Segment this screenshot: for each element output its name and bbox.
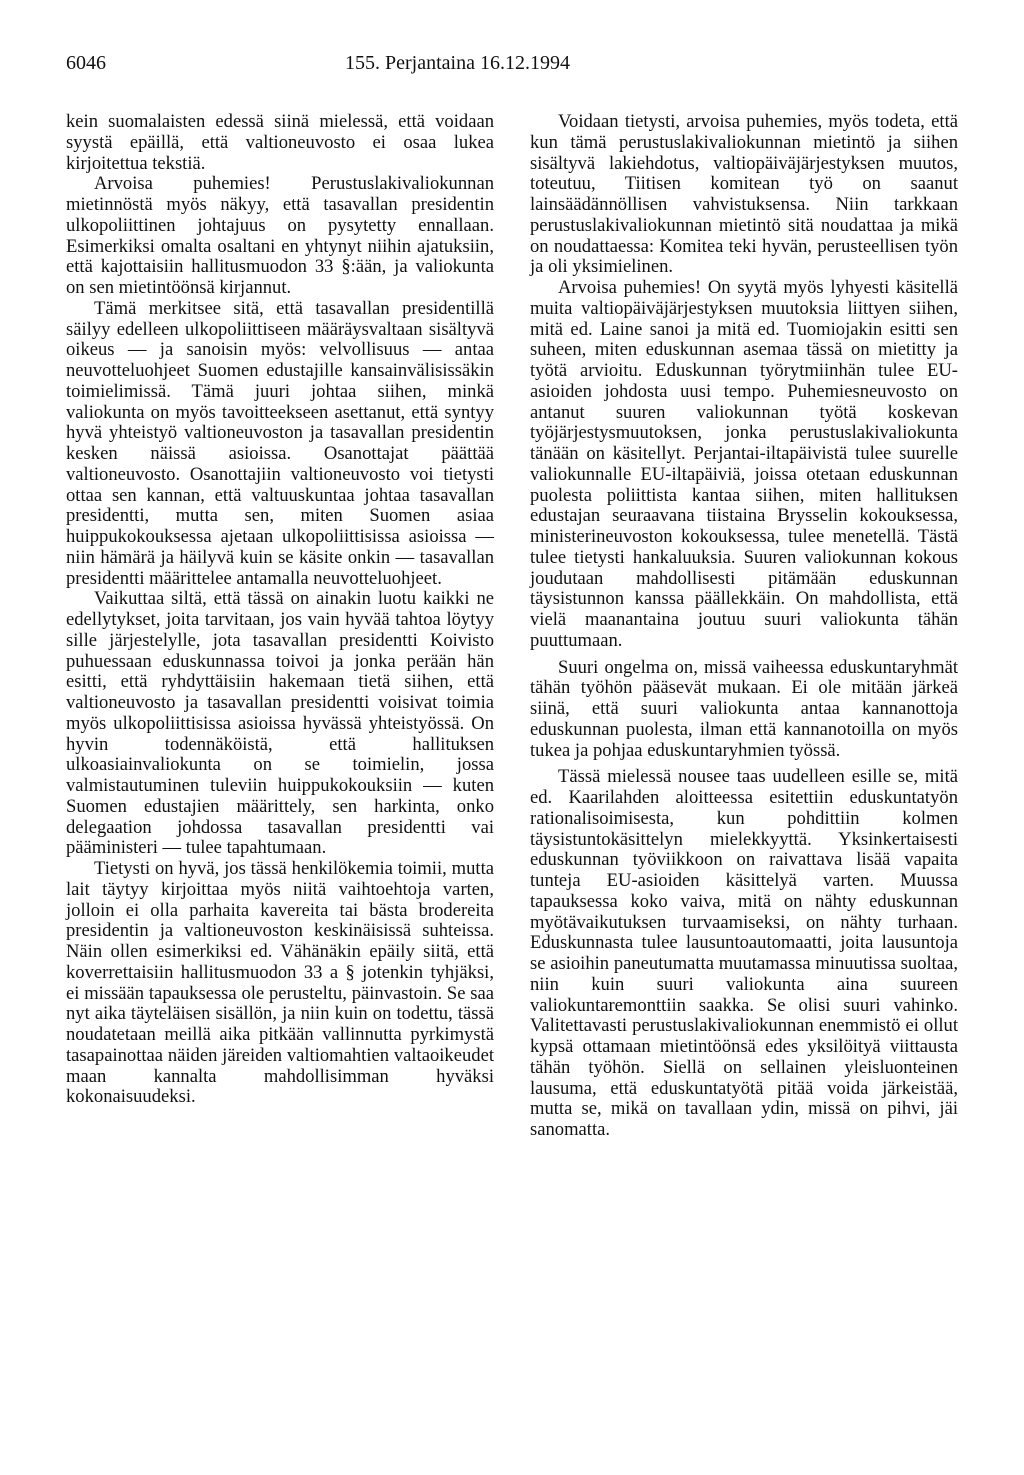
paragraph: kein suomalaisten edessä siinä mielessä, että voidaan syystä epäillä, että valtioneuvosto ei osaa lukea kirjoitettua tekstiä. (66, 111, 494, 174)
paragraph: Tässä mielessä nousee taas uudelleen esille se, mitä ed. Kaarilahden aloitteessa esitettiin eduskuntatyön rationalisoimisesta, kun pohdittiin kolmen täysistuntokäsittelyn mielekkyyttä. Yksinkertaisesti eduskunnan työviikkoon on raivattava lisää vapaita tunteja EU-asioiden käsittelyä varten. Muussa tapauksessa koko vaiva, mitä on nähty eduskunnan myötävaikutuksen turvaamiseksi, on nähty turhaan. Eduskunnasta tulee lausuntoautomaatti, joita lausuntoja se asioihin paneutumatta muutamassa minuutissa suoltaa, niin kuin suuri valiokunta aina suureen valiokuntaremonttiin saakka. Se olisi suuri vahinko. Valitettavasti perustuslakivaliokunnan enemmistö ei ollut kypsä ottamaan mietintöönsä edes yksilöityä viittausta tähän työhön. Siellä on sellainen yleisluonteinen lausuma, että eduskuntatyötä pitää voida järkeistää, mutta se, mikä on tavallaan ydin, missä on pihvi, jäi sanomatta. (530, 766, 958, 1140)
paragraph: Suuri ongelma on, missä vaiheessa eduskuntaryhmät tähän työhön pääsevät mukaan. Ei ole mitään järkeä siinä, että suuri valiokunta antaa kannanottoja eduskunnan puolesta, ilman että kannanotoilla on myös tukea ja pohjaa eduskuntaryhmien työssä. (530, 656, 958, 761)
paragraph: Voidaan tietysti, arvoisa puhemies, myös todeta, että kun tämä perustuslakivaliokunnan mietintö ja siihen sisältyvä lakiehdotus, valtiopäiväjärjestyksen muutos, toteutuu, Tiitisen komitean työ on saanut lainsäädännöllisen vahvistuksensa. Niin tarkkaan perustuslakivaliokunnan mietintö sitä noudattaa ja mikä on noudattaessa: Komitea teki hyvän, perusteellisen työn ja oli yksimielinen. (530, 111, 958, 278)
paragraph: Tämä merkitsee sitä, että tasavallan presidentillä säilyy edelleen ulkopoliittiseen määräysvaltaan sisältyvä oikeus — ja sanoisin myös: velvollisuus — antaa neuvotteluohjeet Suomen edustajille kansainvälisissäkin toimielimissä. Tämä juuri johtaa siihen, minkä valiokunta on myös tavoitteekseen asettanut, että syntyy hyvä yhteistyö valtioneuvoston ja tasavallan presidentin kesken näissä asioissa. Osanottajat päättää valtioneuvosto. Osanottajiin valtioneuvosto voi tietysti ottaa sen kannan, että valtuuskuntaa johtaa tasavallan presidentti, mutta sen, miten Suomen asiaa huippukokouksessa ajetaan ulkopoliittisissa asioissa — niin hämärä ja häilyvä kuin se käsite onkin — tasavallan presidentti määrittelee antamalla neuvotteluohjeet. (66, 297, 494, 589)
paragraph: Arvoisa puhemies! On syytä myös lyhyesti käsitellä muita valtiopäiväjärjestyksen muutoksia liittyen siihen, mitä ed. Laine sanoi ja mitä ed. Tuomiojakin esitti sen suheen, miten eduskunnan asemaa tässä on mietitty ja työtä arvioitu. Eduskunnan työrytmiinhän tulee EU-asioiden johdosta uusi tempo. Puhemiesneuvosto on antanut suuren valiokunnan työtä koskevan työjärjestysmuutoksen, jonka perustuslakivaliokunta tänään on käsitellyt. Perjantai-iltapäivistä tulee suurelle valiokunnalle EU-iltapäiviä, joissa otetaan eduskunnan puolesta poliittista kantaa siihen, miten hallituksen edustajan seuraavana tiistaina Brysselin kokouksessa, ministerineuvoston kokouksessa, tulee menetellä. Tästä tulee tietysti hankaluuksia. Suuren valiokunnan kokous joudutaan mahdollisesti pitämään eduskunnan täysistunnon kanssa päällekkäin. On mahdollista, että vielä maanantaina joutuu suuri valiokunta tähän puuttumaan. (530, 277, 958, 651)
page-header (66, 52, 958, 78)
right-text-column (530, 112, 958, 1141)
session-date-header: 155. Perjantaina 16.12.1994 (345, 52, 570, 74)
paragraph: Arvoisa puhemies! Perustuslakivaliokunnan mietinnöstä myös näkyy, että tasavallan presidentin ulkopoliittinen johtajuus on pysytetty ennallaan. Esimerkiksi omalta osaltani en yhtynyt niihin ajatuksiin, että kajottaisiin hallitusmuodon 33 §:ään, ja valiokunta on sen mietintöönsä kirjannut. (66, 173, 494, 298)
paragraph: Tietysti on hyvä, jos tässä henkilökemia toimii, mutta lait täytyy kirjoittaa myös niitä vaihtoehtoja varten, jolloin ei olla parhaita kavereita tai bästa brodereita presidentin ja valtioneuvoston keskinäisissä suhteissa. Näin ollen esimerkiksi ed. Vähänäkin epäily siitä, että koverrettaisiin hallitusmuodon 33 a § jotenkin tyhjäksi, ei missään tapauksessa ole perusteltu, päinvastoin. Se saa nyt aika täyteläisen sisällön, ja niin kuin on todettu, tässä noudatetaan meillä aika pitkään vallinnutta pyrkimystä tasapainottaa näiden järeiden valtiomahtien valtaoikeudet maan kannalta mahdollisimman hyväksi kokonaisuudeksi. (66, 858, 494, 1108)
left-text-column (66, 112, 494, 1108)
page-number: 6046 (66, 52, 106, 74)
paragraph: Vaikuttaa siltä, että tässä on ainakin luotu kaikki ne edellytykset, joita tarvitaan, jos vain hyvää tahtoa löytyy sille järjestelylle, jota tasavallan presidentti Koivisto puhuessaan eduskunnassa toivoi ja jonka perään hän esitti, että ryhdyttäisiin hakemaan tietä siihen, että valtioneuvosto ja tasavallan presidentti voisivat toimia myös ulkopoliittisissa asioissa hyvässä yhteistyössä. On hyvin todennäköistä, että hallituksen ulkoasiainvaliokunta on se toimielin, jossa valmistautuminen tuleviin huippukokouksiin — kuten Suomen edustajien määrittely, sen harkinta, onko delegaation johdossa tasavallan presidentti vai pääministeri — tulee tapahtumaan. (66, 588, 494, 859)
